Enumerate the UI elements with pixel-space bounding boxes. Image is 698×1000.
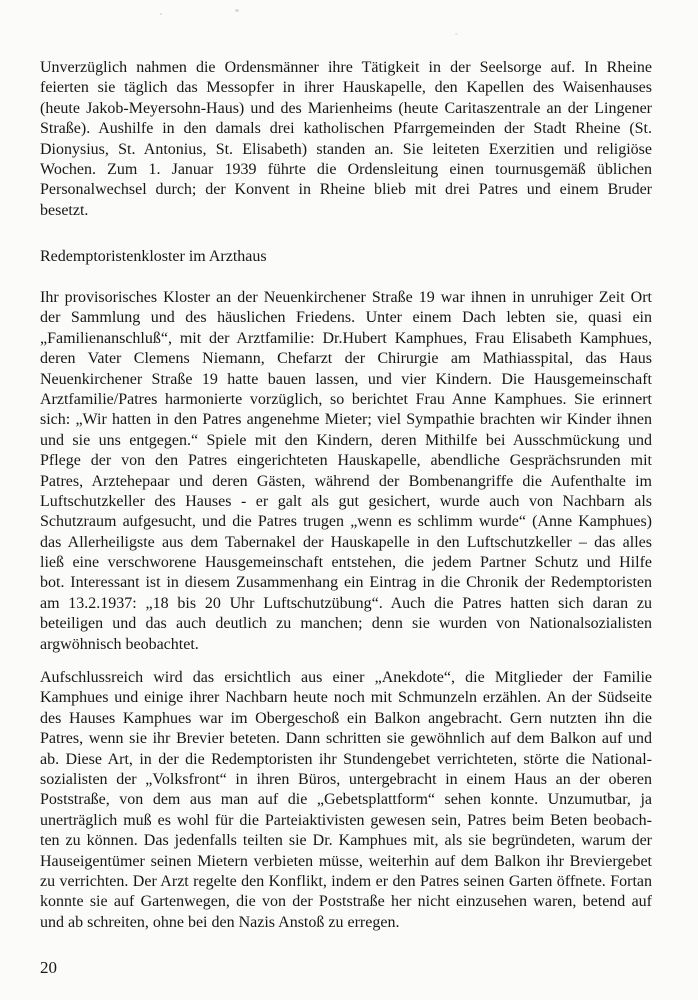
text-line: konnte sie auf Gartenwegen, die von der Poststraße her nicht einzusehen waren, betend auf [40,893,652,911]
text-line: Straße). Aushilfe in den damals drei katholischen Pfarrgemeinden der Stadt Rheine (St. [40,120,652,138]
text-line: Unverzüglich nahmen die Ordensmänner ihre Tätigkeit in der Seelsorge auf. In Rheine [40,59,652,76]
text-line: „Familienanschluß“, mit der Arztfamilie: Dr.Hubert Kamphues, Frau Elisabeth Kamphues, [40,329,652,347]
text-line: Patres, wenn sie ihr Brevier beteten. Dann schritten sie gewöhnlich auf dem Balkon auf und [40,730,652,748]
text-line: Neuenkirchener Straße 19 hatte bauen lassen, und vier Kindern. Die Hausgemeinschaft [40,370,652,388]
text-line: ab. Diese Art, in der die Redemptoristen ihr Stundengebet verrichteten, störte die National- [40,750,652,768]
text-line: Schutzraum aufgesucht, und die Patres trugen „wenn es schlimm wurde“ (Anne Kamphues) [40,513,652,531]
text-line: argwöhnisch beobachtet. [40,635,199,653]
text-line: Kamphues und einige ihrer Nachbarn heute noch mit Schmunzeln erzählen. An der Südseite [40,689,652,707]
text-line: Patres, Arztehepaar und deren Gästen, während der Bombenangriffe die Aufenthalte im [40,472,652,490]
scan-artifact [455,33,458,35]
text-line: und ab schreiten, ohne bei den Nazis Anstoß zu erregen. [40,913,400,931]
paragraph-kloster-im-arzthaus [40,288,652,655]
text-line: und sie uns entgegen.“ Spiele mit den Kindern, deren Mithilfe bei Ausschmückung und [40,431,652,449]
text-line: Personalwechsel durch; der Konvent in Rheine blieb mit drei Patres und einem Bruder [40,181,652,199]
text-line: Aufschlussreich wird das ersichtlich aus einer „Anekdote“, die Mitglieder der Familie [40,669,652,686]
text-line: sozialisten der „Volksfront“ in ihren Büros, untergebracht in einem Haus an der oberen [40,770,652,788]
scan-artifact [235,9,239,12]
text-line: ließ eine verschworene Hausgemeinschaft entstehen, die jedem Partner Schutz und Hilfe [40,554,652,572]
text-line: Hauseigentümer seinen Mietern verbieten müsse, weiterhin auf dem Balkon ihr Breviergebet [40,852,652,870]
paragraph-seelsorge-intro [40,58,652,221]
text-line: deren Vater Clemens Niemann, Chefarzt der Chirurgie am Mathiasspital, das Haus [40,350,652,368]
text-line: Arztfamilie/Patres harmonierte vorzüglich, so berichtet Frau Anne Kamphues. Sie erinnert [40,390,652,408]
text-line: besetzt. [40,201,89,219]
text-line: feierten sie täglich das Messopfer in ihrer Hauskapelle, den Kapellen des Waisenhauses [40,79,652,97]
text-line: Wochen. Zum 1. Januar 1939 führte die Ordensleitung einen tournusgemäß üblichen [40,160,652,178]
text-line: der Sammlung und des häuslichen Friedens. Unter einem Dach lebten sie, quasi ein [40,309,652,327]
text-line: beteiligen und das auch deutlich zu manchen; denn sie wurden von Nationalsozialisten [40,615,652,633]
text-line: Poststraße, von dem aus man auf die „Gebetsplattform“ sehen konnte. Unzumutbar, ja [40,791,652,809]
scan-artifact [160,13,162,15]
text-line: sich: „Wir hatten in den Patres angenehme Mieter; viel Sympathie brachten wir Kinder ihnen [40,411,652,429]
text-line: Dionysius, St. Antonius, St. Elisabeth) standen an. Sie leiteten Exerzitien und religiöse [40,140,652,158]
text-line: Ihr provisorisches Kloster an der Neuenkirchener Straße 19 war ihnen in unruhiger Zeit Ort [40,289,652,306]
text-line: unerträglich muß es wohl für die Parteiaktivisten gewesen sein, Patres beim Beten beobach- [40,811,652,829]
text-line: zu verrichten. Der Arzt regelte den Konflikt, indem er den Patres seinen Garten öffnete. Fortan [40,872,652,890]
text-line: das Allerheiligste aus dem Tabernakel der Hauskapelle in den Luftschutzkeller – das alles [40,533,652,551]
text-line: des Hauses Kamphues war im Obergeschoß ein Balkon angebracht. Gern nutzten ihn die [40,709,652,727]
paragraph-anekdote [40,668,652,933]
text-line: (heute Jakob-Meyersohn-Haus) und des Marienheims (heute Caritaszentrale an der Lingener [40,99,652,117]
page-number: 20 [40,958,57,977]
text-line: Pflege der von den Patres eingerichteten Hauskapelle, abendliche Gesprächsrunden mit [40,452,652,470]
text-line: Luftschutzkeller des Hauses - er galt als gut gesichert, wurde auch von Nachbarn als [40,492,652,510]
section-heading: Redemptoristenkloster im Arzthaus [40,248,267,265]
text-line: bot. Interessant ist in diesem Zusammenhang ein Eintrag in die Chronik der Redemptoristen [40,574,652,592]
text-line: ten zu können. Das jedenfalls teilten sie Dr. Kamphues mit, als sie begründeten, warum der [40,832,652,850]
text-line: am 13.2.1937: „18 bis 20 Uhr Luftschutzübung“. Auch die Patres hatten sich daran zu [40,594,652,612]
